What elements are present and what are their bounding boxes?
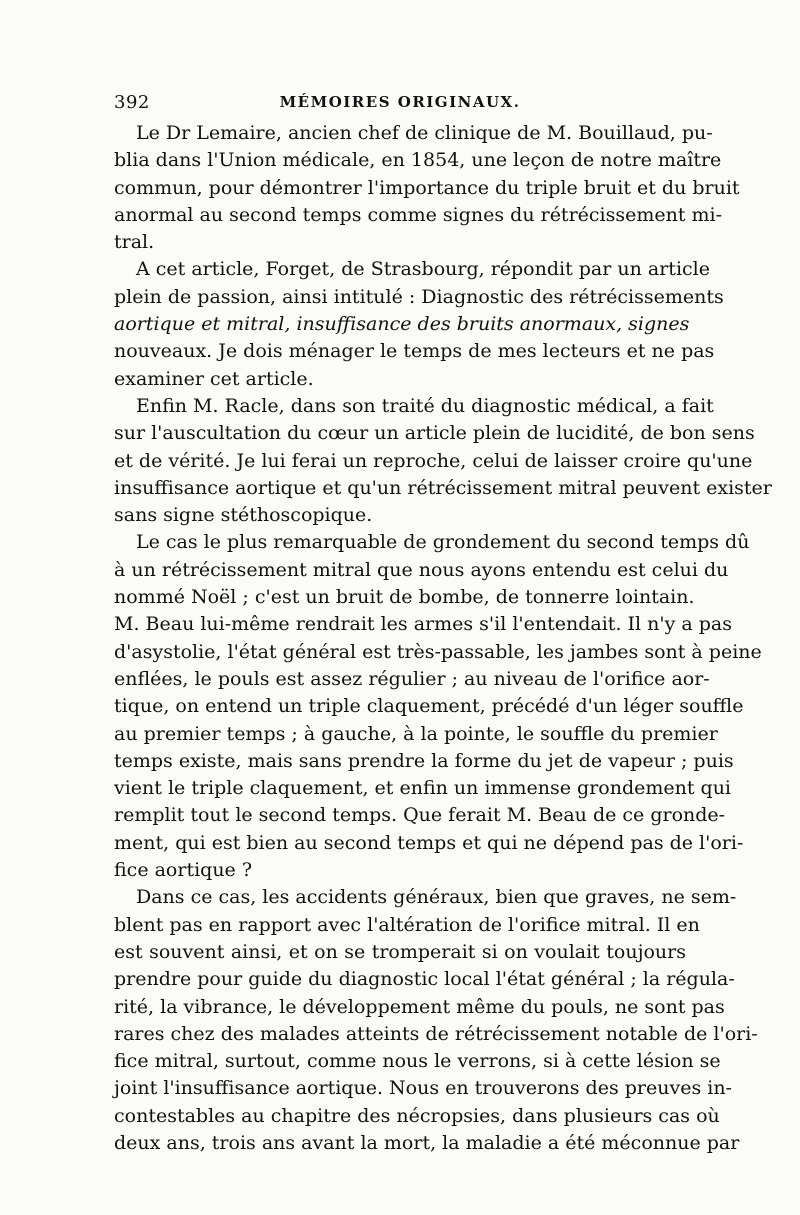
text-line: remplit tout le second temps. Que ferait M. Beau de ce gronde- <box>114 804 726 827</box>
text-line: prendre pour guide du diagnostic local l'état général ; la régula- <box>114 968 735 991</box>
text-line: fice mitral, surtout, comme nous le verrons, si à cette lésion se <box>114 1050 721 1073</box>
text-line: vient le triple claquement, et enfin un immense grondement qui <box>114 777 732 800</box>
page-number: 392 <box>114 92 150 113</box>
text-line: Le Dr Lemaire, ancien chef de clinique de M. Bouillaud, pu- <box>136 122 713 144</box>
text-line: nouveaux. Je dois ménager le temps de mes lecteurs et ne pas <box>114 340 715 363</box>
text-line: rares chez des malades atteints de rétrécissement notable de l'ori- <box>114 1022 758 1045</box>
text-line: nommé Noël ; c'est un bruit de bombe, de tonnerre lointain. <box>114 586 695 609</box>
text-line: anormal au second temps comme signes du rétrécissement mi- <box>114 203 723 226</box>
text-line: d'asystolie, l'état général est très-passable, les jambes sont à peine <box>114 640 762 663</box>
text-line: sur l'auscultation du cœur un article plein de lucidité, de bon sens <box>114 422 755 445</box>
text-line: enflées, le pouls est assez régulier ; au niveau de l'orifice aor- <box>114 667 710 690</box>
text-line: insuffisance aortique et qu'un rétrécissement mitral peuvent exister <box>114 476 772 499</box>
text-line: rité, la vibrance, le développement même du pouls, ne sont pas <box>114 995 725 1018</box>
text-line: plein de passion, ainsi intitulé : Diagnostic des rétrécissements <box>114 285 724 308</box>
text-line: blia dans l'Union médicale, en 1854, une leçon de notre maître <box>114 149 722 172</box>
paragraph <box>114 529 762 884</box>
text-line: blent pas en rapport avec l'altération de l'orifice mitral. Il en <box>114 913 700 936</box>
page-header <box>114 92 686 116</box>
text-line: tral. <box>114 231 155 254</box>
text-line: Enfin M. Racle, dans son traité du diagnostic médical, a fait <box>136 394 714 417</box>
text-line: commun, pour démontrer l'importance du triple bruit et du bruit <box>114 176 740 199</box>
text-line: M. Beau lui-même rendrait les armes s'il l'entendait. Il n'y a pas <box>114 613 732 636</box>
text-line: tique, on entend un triple claquement, précédé d'un léger souffle <box>114 695 744 718</box>
text-line: temps existe, mais sans prendre la forme du jet de vapeur ; puis <box>114 749 734 772</box>
text-line: ment, qui est bien au second temps et qui ne dépend pas de l'ori- <box>114 831 744 854</box>
paragraph <box>114 256 724 392</box>
paragraph <box>114 884 758 1157</box>
paragraph <box>114 393 772 529</box>
text-line: joint l'insuffisance aortique. Nous en trouverons des preuves in- <box>114 1077 732 1100</box>
text-line: au premier temps ; à gauche, à la pointe, le souffle du premier <box>114 722 718 745</box>
paragraph <box>114 120 740 256</box>
text-line: à un rétrécissement mitral que nous ayons entendu est celui du <box>114 558 729 581</box>
running-title: MÉMOIRES ORIGINAUX. <box>279 93 521 111</box>
text-line: contestables au chapitre des nécropsies, dans plusieurs cas où <box>114 1104 720 1127</box>
body-text <box>114 120 772 1157</box>
text-line: Dans ce cas, les accidents généraux, bien que graves, ne sem- <box>136 886 737 909</box>
text-line: et de vérité. Je lui ferai un reproche, celui de laisser croire qu'une <box>114 449 753 472</box>
text-line: sans signe stéthoscopique. <box>114 504 373 527</box>
text-line: aortique et mitral, insuffisance des bruits anormaux, signes <box>114 313 690 336</box>
text-line: examiner cet article. <box>114 367 314 390</box>
text-line: A cet article, Forget, de Strasbourg, répondit par un article <box>136 258 710 281</box>
text-line: fice aortique ? <box>114 859 253 882</box>
text-line: Le cas le plus remarquable de grondement du second temps dû <box>136 531 750 554</box>
text-line: est souvent ainsi, et on se tromperait si on voulait toujours <box>114 940 686 963</box>
text-line: deux ans, trois ans avant la mort, la maladie a été méconnue par <box>114 1131 740 1154</box>
